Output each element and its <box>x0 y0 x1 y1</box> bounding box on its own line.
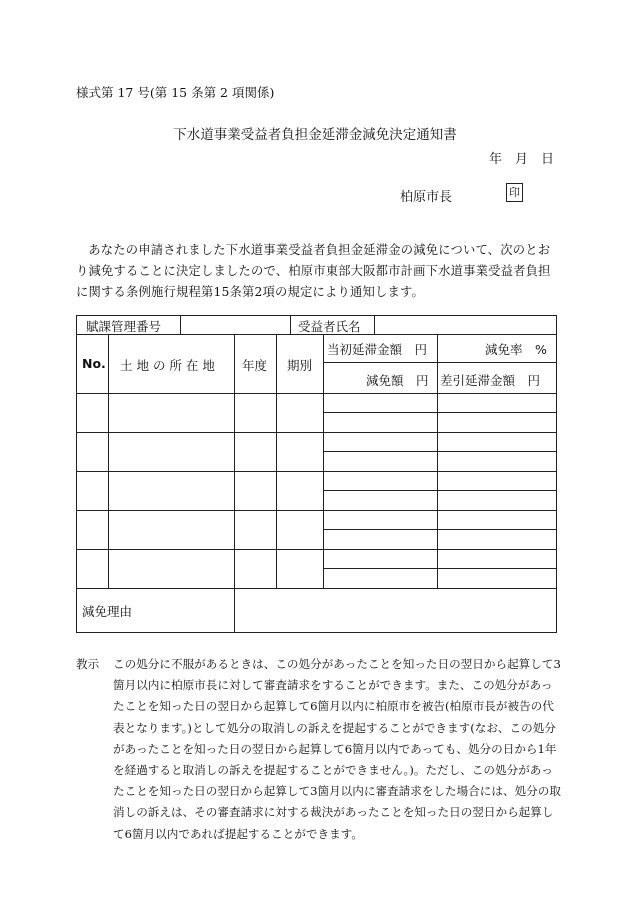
initial-penalty-label: 当初延滞金額 円 <box>327 342 428 357</box>
net-penalty-label: 差引延滞金額 円 <box>440 373 541 388</box>
reduction-table <box>76 315 557 633</box>
reduction-rate-label: 減免率 % <box>485 342 547 357</box>
notice-text: この処分に不服があるときは、この処分があったことを知った日の翌日から起算して3箇月以内に柏原市長に対して審査請求をすることができます。また、この処分があったことを知った日の翌日から起算して6箇月以内に柏原市を被告(柏原市長が被告の代表となります。)として処分の取消しの訴えを提起することができます(なお、この処分があったことを知った日の翌日から起算して6箇月以内であっても、処分の日から1年を経過すると取消しの訴えを提起することができません。)。ただし、この処分があったことを知った日の翌日から起算して3箇月以内に審査請求をした場合には、処分の取消しの訴えは、その審査請求に対する裁決があったことを知った日の翌日から起算して6箇月以内であれば提起することができます。 <box>113 657 561 841</box>
form-number: 様式第 17 号(第 15 条第 2 項関係) <box>76 85 275 100</box>
reason-label: 減免理由 <box>82 604 133 619</box>
issuer-name: 柏原市長 <box>400 190 453 205</box>
notice-block <box>76 654 562 845</box>
year-label: 年度 <box>242 358 268 373</box>
seal-mark: 印 <box>506 183 523 202</box>
notice-label: 教示 <box>76 657 100 671</box>
reduction-amount-label: 減免額 円 <box>366 373 429 388</box>
tax-id-label: 賦課管理番号 <box>86 319 162 334</box>
no-label: No. <box>82 356 106 371</box>
beneficiary-label: 受益者氏名 <box>298 319 361 334</box>
location-label: 土 地 の 所 在 地 <box>120 358 215 373</box>
document-title: 下水道事業受益者負担金延滞金減免決定通知書 <box>173 127 457 143</box>
period-label: 期別 <box>287 358 313 373</box>
date-line: 年 月 日 <box>488 152 554 167</box>
intro-paragraph: あなたの申請されました下水道事業受益者負担金延滞金の減免について、次のとおり減免することに決定しましたので、柏原市東部大阪都市計画下水道事業受益者負担に関する条例施行規程第15条第2項の規定により通知します。 <box>76 243 551 299</box>
